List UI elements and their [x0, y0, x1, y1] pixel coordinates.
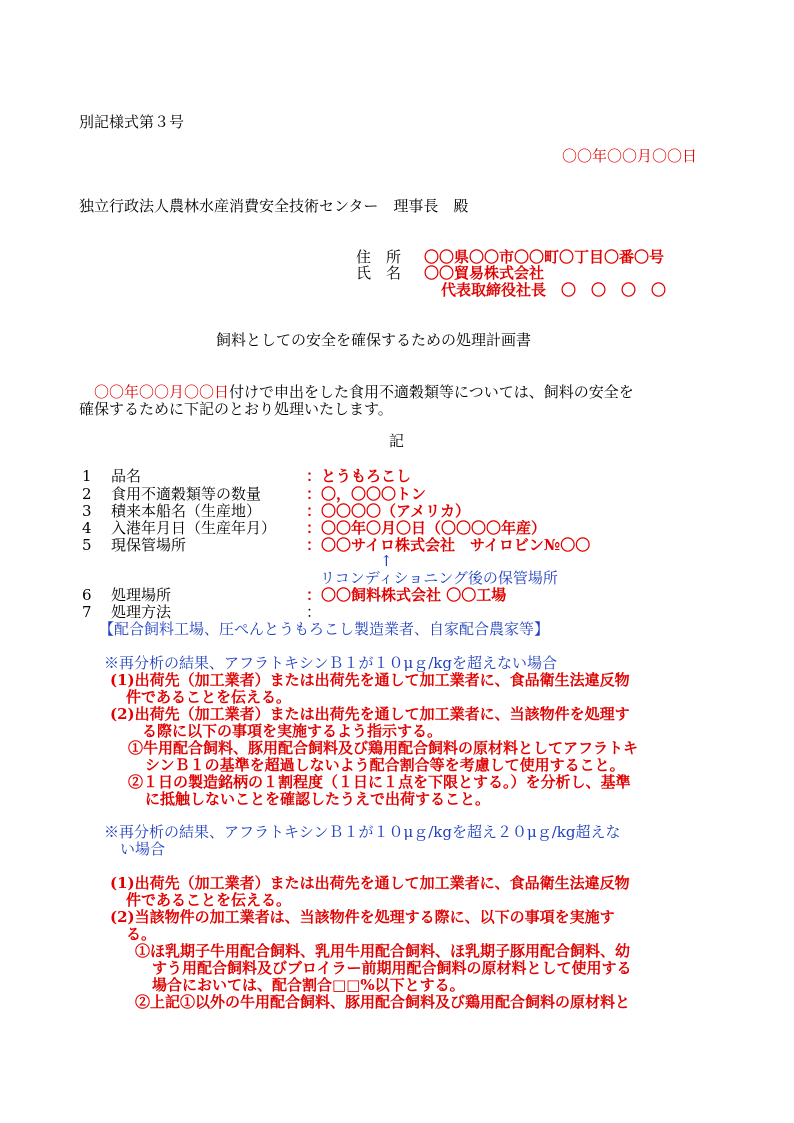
case2-s1-line1: ①ほ乳期子牛用配合飼料、乳用牛用配合飼料、ほ乳期子豚用配合飼料、幼 [135, 942, 631, 960]
case1-s1-line2: シンＢ１の基準を超過しないよう配合割合等を考慮して使用すること。 [145, 756, 625, 774]
intro-line-2: 確保するために下記のとおり処理いたします。 [79, 400, 393, 418]
case1-s1-line1: ①牛用配合飼料、豚用配合飼料及び鶏用配合飼料の原材料としてアフラトキ [128, 739, 639, 757]
case1-s2-line1: ②１日の製造銘柄の１割程度（１日に１点を下限とする。）を分析し、基準 [128, 773, 631, 791]
up-arrow-icon: ↑ [380, 552, 393, 570]
recon-note: リコンディショニング後の保管場所 [320, 569, 558, 587]
bracket-note: 【配合飼料工場、圧ぺんとうもろこし製造業者、自家配合農家等】 [99, 620, 550, 638]
intro-text: 付けで申出をした食用不適穀類等については、飼料の安全を [229, 383, 634, 401]
address-value: 〇〇県〇〇市〇〇町〇丁目〇番〇号 [424, 248, 665, 266]
addressee: 独立行政法人農林水産消費安全技術センター 理事長 殿 [79, 197, 469, 215]
representative: 代表取締役社長 〇 〇 〇 〇 [441, 281, 667, 299]
case2-p1-line2: 件であることを伝える。 [126, 891, 292, 909]
item-num: 1 [82, 467, 92, 485]
name-label: 氏 名 [356, 264, 402, 282]
case2-heading-line1: ※再分析の結果、アフラトキシンＢ１が１０μｇ/kgを超え２０μｇ/kg超えな [104, 823, 621, 841]
case2-s1-line2: すう用配合飼料及びブロイラー前期用配合飼料の原材料として使用する [152, 959, 632, 977]
item-value: ： [306, 603, 322, 621]
item-value: ：〇〇サイロ株式会社 サイロビン№〇〇 [306, 536, 591, 554]
item-num: 5 [82, 536, 92, 554]
intro-line-1 [79, 383, 634, 401]
case2-p2-line1: (2)当該物件の加工業者は、当該物件を処理する際に、以下の事項を実施す [110, 908, 615, 926]
case2-p1-line1: (1)出荷先（加工業者）または出荷先を通して加工業者に、食品衛生法違反物 [110, 874, 630, 892]
item-num: 7 [82, 603, 92, 621]
item-label: 食用不適穀類等の数量 [111, 485, 262, 503]
case2-heading-line2: い場合 [120, 840, 166, 858]
item-value: ：とうもろこし [306, 467, 412, 485]
item-value: ：〇〇飼料株式会社 〇〇工場 [306, 586, 507, 604]
case2-p2-line2: る。 [126, 925, 157, 943]
item-num: 2 [82, 485, 92, 503]
item-label: 入港年月日（生産年月） [111, 519, 277, 537]
case1-p1-line2: 件であることを伝える。 [126, 688, 292, 706]
ki-heading: 記 [389, 432, 405, 450]
item-label: 現保管場所 [111, 536, 187, 554]
case1-p2-line1: (2)出荷先（加工業者）または出荷先を通して加工業者に、当該物件を処理す [110, 705, 630, 723]
case1-p1-line1: (1)出荷先（加工業者）または出荷先を通して加工業者に、食品衛生法違反物 [110, 671, 630, 689]
case1-heading: ※再分析の結果、アフラトキシンＢ１が１０μｇ/kgを超えない場合 [104, 654, 557, 672]
item-label: 積来本船名（生産地） [111, 502, 262, 520]
case1-p2-line2: る際に以下の事項を実施するよう指示する。 [142, 722, 443, 740]
company-name: 〇〇貿易株式会社 [424, 264, 545, 282]
case2-s1-line3: 場合においては、配合割合□□%以下とする。 [152, 976, 465, 994]
item-num: 6 [82, 586, 92, 604]
item-num: 4 [82, 519, 92, 537]
item-value: ：〇〇年〇月〇日（〇〇〇〇年産） [306, 519, 547, 537]
item-label: 処理方法 [111, 603, 172, 621]
form-number: 別記様式第３号 [79, 113, 185, 131]
item-num: 3 [82, 502, 92, 520]
item-label: 処理場所 [111, 586, 172, 604]
address-label: 住 所 [356, 248, 402, 266]
document-title: 飼料としての安全を確保するための処理計画書 [216, 331, 532, 349]
document-date: 〇〇年〇〇月〇〇日 [562, 147, 698, 165]
case2-s2-line1: ②上記①以外の牛用配合飼料、豚用配合飼料及び鶏用配合飼料の原材料と [135, 993, 631, 1011]
item-value: ：〇〇〇〇（アメリカ） [306, 502, 470, 520]
item-label: 品名 [111, 467, 142, 485]
case1-s2-line2: に抵触しないことを確認したうえで出荷すること。 [145, 790, 491, 808]
item-value: ：〇，〇〇〇トン [306, 485, 427, 503]
intro-date: 〇〇年〇〇月〇〇日 [94, 383, 230, 401]
